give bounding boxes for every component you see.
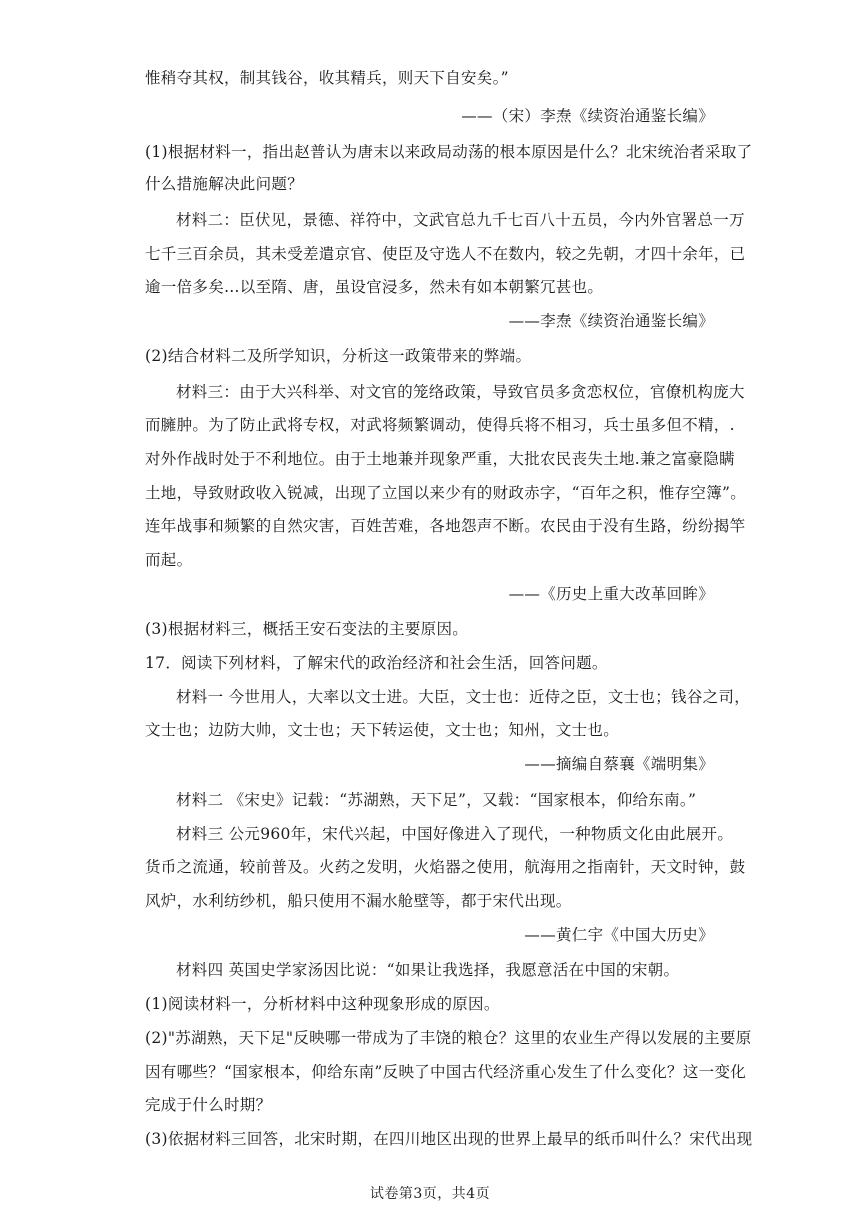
citation: ——李焘《续资治通鉴长编》 (508, 312, 714, 330)
material-text: 材料三：由于大兴科举、对文官的笼络政策，导致官员多贪恋权位，官僚机构庞大 (176, 383, 745, 401)
citation: ——《历史上重大改革回眸》 (508, 585, 714, 603)
material-text: 材料一 今世用人，大率以文士进。大臣，文士也：近侍之臣，文士也；钱谷之司， (176, 688, 751, 706)
question-text: (3)依据材料三回答，北宋时期，在四川地区出现的世界上最早的纸币叫什么？宋代出现 (145, 1130, 753, 1148)
citation: ——摘编自蔡襄《端明集》 (524, 755, 714, 773)
quote-end-line: 惟稍夺其权，制其钱谷，收其精兵，则天下自安矣。” (145, 69, 509, 87)
material-text: 货币之流通，较前普及。火药之发明，火焰器之使用，航海用之指南针，天文时钟，鼓 (145, 858, 746, 876)
material-text: 对外作战时处于不利地位。由于土地兼并现象严重，大批农民丧失土地.兼之富豪隐瞒 (145, 450, 735, 468)
material-text: 而起。 (145, 551, 193, 569)
material-text: 材料二 《宋史》记载：“苏湖熟，天下足”，又载：“国家根本，仰给东南。” (176, 791, 697, 809)
material-text: 逾一倍多矣…以至隋、唐，虽设官浸多，然未有如本朝繁冗甚也。 (145, 278, 604, 296)
question-heading: 17．阅读下列材料，了解宋代的政治经济和社会生活，回答问题。 (145, 654, 608, 672)
material-text: 而臃肿。为了防止武将专权，对武将频繁调动，使得兵将不相习，兵士虽多但不精，. (145, 416, 735, 434)
material-text: 七千三百余员，其未受差遣京官、使臣及守选人不在数内，较之先朝，才四十余年，已 (145, 245, 746, 263)
material-text: 材料四 英国史学家汤因比说：“如果让我选择，我愿意活在中国的宋朝。 (176, 961, 680, 979)
material-text: 材料三 公元960年，宋代兴起，中国好像进入了现代，一种物质文化由此展开。 (176, 825, 734, 843)
material-text: 材料二：臣伏见，景德、祥符中，文武官总九千七百八十五员，今内外官署总一万 (176, 211, 745, 229)
question-text: 因有哪些？“国家根本，仰给东南”反映了中国古代经济重心发生了什么变化？这一变化 (145, 1063, 747, 1081)
material-text: 土地，导致财政收入锐减，出现了立国以来少有的财政赤字，“百年之积，惟存空簿”。 (145, 484, 747, 502)
question-text: (2)结合材料二及所学知识，分析这一政策带来的弊端。 (145, 347, 532, 365)
question-text: 什么措施解决此问题？ (145, 175, 304, 193)
citation: ——黄仁宇《中国大历史》 (524, 926, 714, 944)
citation: ——（宋）李焘《续资治通鉴长编》 (461, 107, 714, 125)
material-text: 连年战事和频繁的自然灾害，百姓苦难，各地怨声不断。农民由于没有生路，纷纷揭竿 (145, 517, 746, 535)
material-text: 风炉，水利纺纱机，船只使用不漏水舱壁等，都于宋代出现。 (145, 892, 572, 910)
question-text: (3)根据材料三，概括王安石变法的主要原因。 (145, 620, 469, 638)
page-footer: 试卷第3页，共4页 (369, 1186, 491, 1202)
question-text: (2)"苏湖熟，天下足"反映哪一带成为了丰饶的粮仓？这里的农业生产得以发展的主要原 (145, 1029, 752, 1047)
question-text: (1)根据材料一，指出赵普认为唐末以来政局动荡的根本原因是什么？北宋统治者采取了 (145, 143, 753, 161)
material-text: 文士也；边防大帅，文士也；天下转运使，文士也；知州，文士也。 (145, 721, 620, 739)
question-text: 完成于什么时期？ (145, 1096, 272, 1114)
question-text: (1)阅读材料一，分析材料中这种现象形成的原因。 (145, 995, 500, 1013)
